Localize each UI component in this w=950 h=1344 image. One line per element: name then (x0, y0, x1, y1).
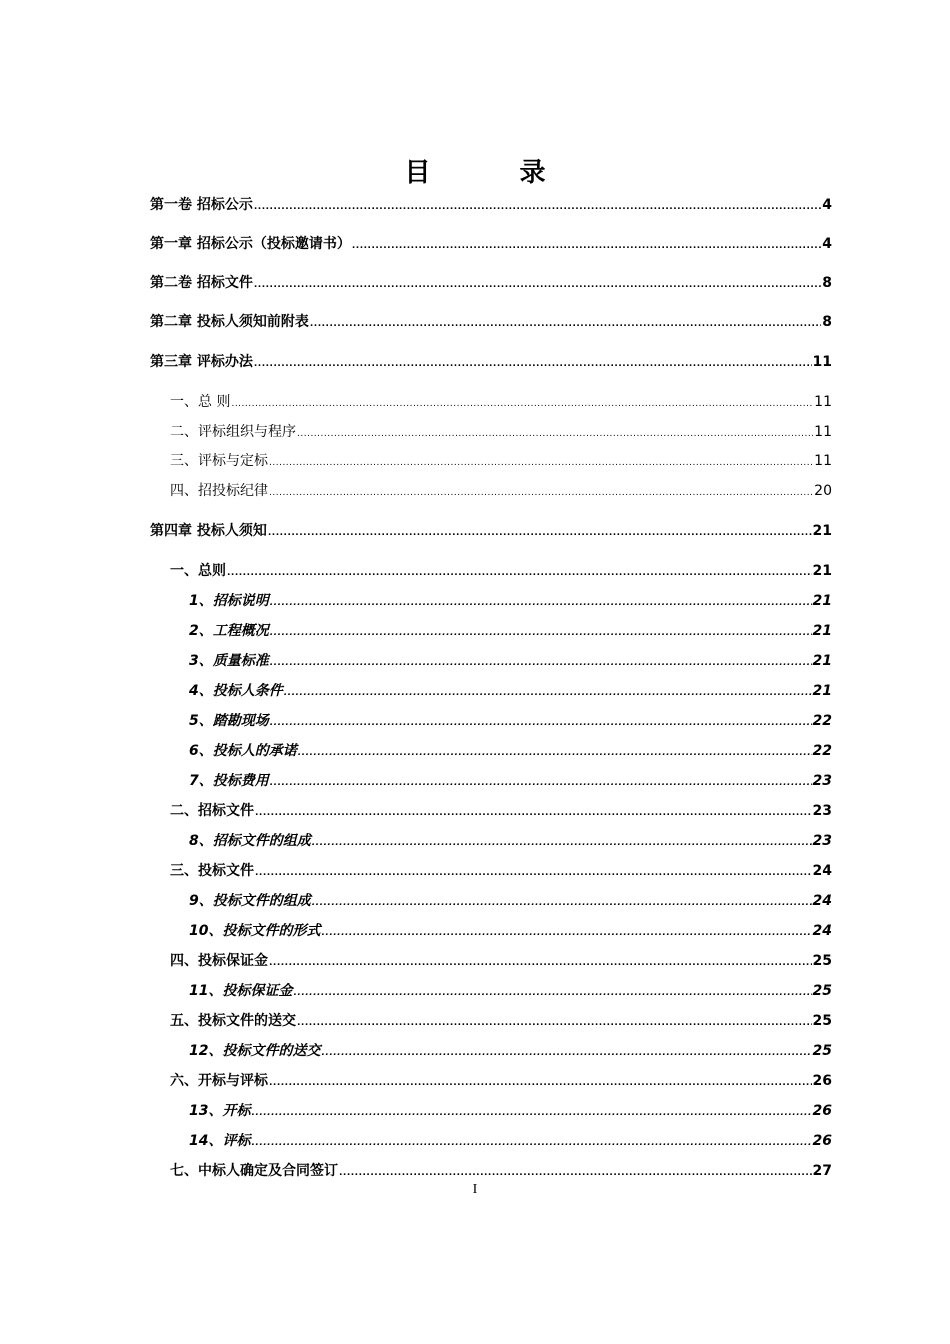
toc-entry-page: 23 (812, 803, 832, 819)
toc-entry-page: 21 (812, 683, 832, 699)
toc-entry[interactable] (189, 1102, 832, 1122)
toc-entry-page: 21 (812, 523, 832, 539)
toc-entry[interactable] (189, 682, 832, 702)
toc-entry-label: 6、投标人的承诺 (189, 743, 297, 759)
toc-entry-label: 8、招标文件的组成 (189, 833, 311, 849)
toc-entry[interactable] (170, 562, 832, 582)
page-number: I (472, 1182, 478, 1197)
toc-entry-page: 25 (812, 1013, 832, 1029)
toc-entry[interactable] (189, 982, 832, 1002)
toc-entry[interactable] (150, 313, 832, 333)
toc-entry[interactable] (189, 772, 832, 792)
toc-entry[interactable] (170, 1162, 832, 1182)
toc-entry-page: 23 (812, 833, 832, 849)
toc-entry-page: 11 (814, 394, 832, 410)
toc-entry-page: 26 (812, 1103, 832, 1119)
toc-entry-page: 23 (812, 773, 832, 789)
toc-entry-page: 25 (812, 1043, 832, 1059)
toc-entry-page: 26 (812, 1073, 832, 1089)
toc-entry-page: 26 (812, 1133, 832, 1149)
toc-entry-page: 27 (812, 1163, 832, 1179)
toc-entry[interactable] (189, 592, 832, 612)
toc-entry-label: 12、投标文件的送交 (189, 1043, 321, 1059)
toc-entry[interactable] (150, 196, 832, 216)
toc-entry-label: 第一章 招标公示（投标邀请书） (150, 236, 351, 252)
toc-entry-page: 22 (812, 713, 832, 729)
toc-entry-page: 11 (812, 354, 832, 370)
toc-entry-page: 8 (822, 275, 832, 291)
toc-entry[interactable] (189, 832, 832, 852)
toc-entry[interactable] (170, 952, 832, 972)
toc-entry-label: 第三章 评标办法 (150, 354, 253, 370)
toc-entry-label: 一、总 则 (170, 394, 231, 410)
toc-entry[interactable] (170, 1012, 832, 1032)
toc-entry-label: 四、投标保证金 (170, 953, 268, 969)
toc-entry-label: 五、投标文件的送交 (170, 1013, 296, 1029)
toc-entry-label: 5、踏勘现场 (189, 713, 269, 729)
toc-entry-label: 4、投标人条件 (189, 683, 283, 699)
toc-entry-label: 9、投标文件的组成 (189, 893, 311, 909)
toc-entry-page: 24 (812, 863, 832, 879)
toc-entry-page: 21 (812, 653, 832, 669)
toc-entry[interactable] (150, 353, 832, 373)
toc-entry-label: 七、中标人确定及合同签订 (170, 1163, 338, 1179)
toc-entry[interactable] (170, 862, 832, 882)
toc-entry-label: 四、招投标纪律 (170, 483, 268, 499)
toc-entry-page: 25 (812, 983, 832, 999)
toc-entry[interactable] (150, 274, 832, 294)
toc-entry-label: 六、开标与评标 (170, 1073, 268, 1089)
toc-entry[interactable] (170, 1072, 832, 1092)
toc-entry-label: 11、投标保证金 (189, 983, 293, 999)
toc-entry-page: 11 (814, 453, 832, 469)
toc-entry-label: 7、投标费用 (189, 773, 269, 789)
toc-entry[interactable] (189, 622, 832, 642)
toc-entry-page: 11 (814, 424, 832, 440)
toc-entry-page: 20 (814, 483, 832, 499)
toc-entry[interactable] (170, 393, 832, 413)
toc-entry[interactable] (189, 712, 832, 732)
toc-entry-page: 24 (812, 893, 832, 909)
toc-entry-label: 14、评标 (189, 1133, 251, 1149)
toc-entry[interactable] (170, 802, 832, 822)
toc-entry-page: 21 (812, 623, 832, 639)
toc-entry-label: 10、投标文件的形式 (189, 923, 321, 939)
toc-entry[interactable] (150, 235, 832, 255)
toc-entry-page: 4 (822, 197, 832, 213)
page-title: 目 录 (404, 158, 586, 188)
toc-entry[interactable] (170, 452, 832, 472)
toc-entry-page: 24 (812, 923, 832, 939)
toc-entry-page: 4 (822, 236, 832, 252)
toc-entry-label: 13、开标 (189, 1103, 251, 1119)
toc-entry[interactable] (170, 482, 832, 502)
toc-entry-label: 2、工程概况 (189, 623, 269, 639)
toc-entry[interactable] (189, 742, 832, 762)
toc-entry-label: 第四章 投标人须知 (150, 523, 267, 539)
toc-entry[interactable] (189, 652, 832, 672)
toc-entry[interactable] (189, 1042, 832, 1062)
toc-entry[interactable] (170, 423, 832, 443)
toc-entry-page: 22 (812, 743, 832, 759)
toc-entry-label: 三、投标文件 (170, 863, 254, 879)
toc-entry-page: 21 (812, 593, 832, 609)
toc-entry[interactable] (189, 922, 832, 942)
toc-entry-label: 三、评标与定标 (170, 453, 268, 469)
toc-entry-label: 第二卷 招标文件 (150, 275, 253, 291)
toc-entry[interactable] (189, 892, 832, 912)
toc-entry-label: 1、招标说明 (189, 593, 269, 609)
toc-entry-label: 一、总则 (170, 563, 226, 579)
toc-entry[interactable] (189, 1132, 832, 1152)
toc-entry[interactable] (150, 522, 832, 542)
toc-entry-label: 3、质量标准 (189, 653, 269, 669)
toc-entry-label: 二、评标组织与程序 (170, 424, 296, 440)
toc-entry-page: 25 (812, 953, 832, 969)
toc-entry-page: 8 (822, 314, 832, 330)
toc-entry-label: 第一卷 招标公示 (150, 197, 253, 213)
toc-entry-page: 21 (812, 563, 832, 579)
toc-entry-label: 二、招标文件 (170, 803, 254, 819)
toc-entry-label: 第二章 投标人须知前附表 (150, 314, 309, 330)
